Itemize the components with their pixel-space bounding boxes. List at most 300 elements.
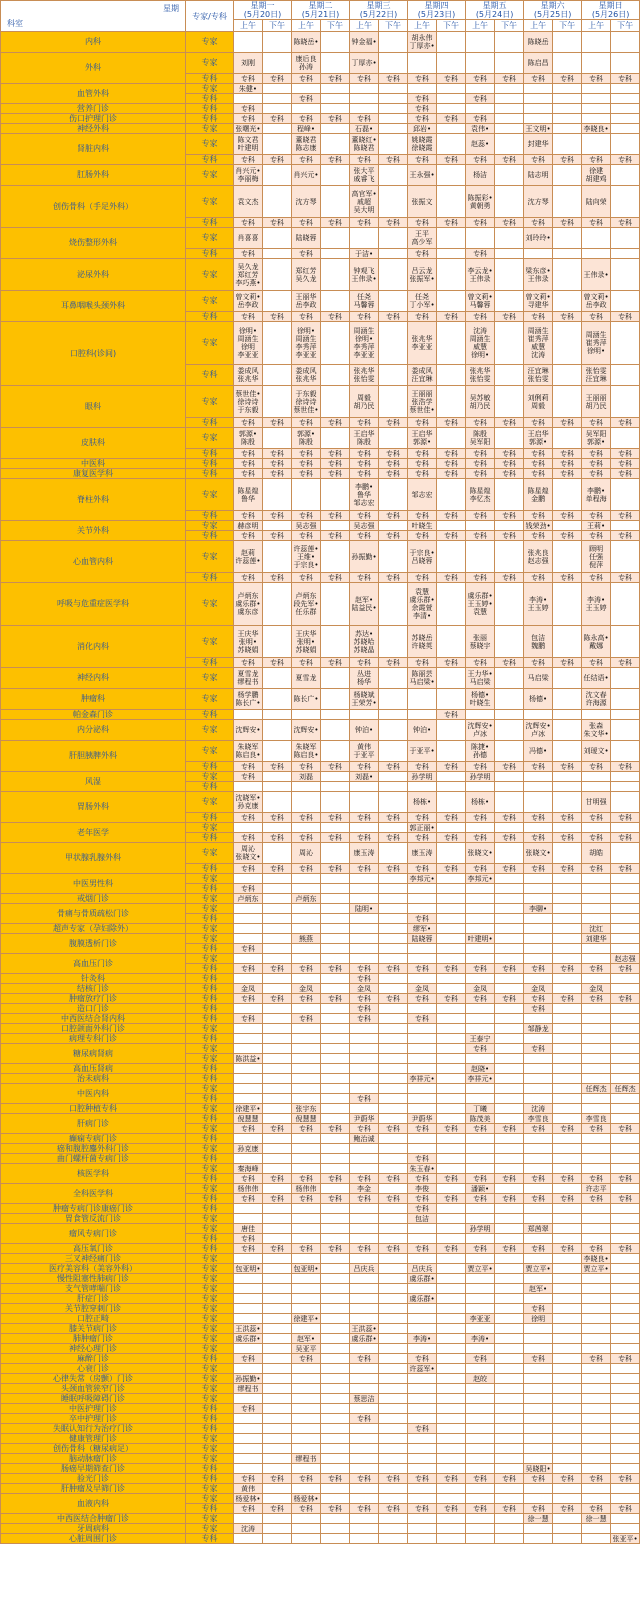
schedule-cell — [495, 1344, 524, 1354]
department-name: 神经内科 — [1, 668, 186, 689]
schedule-cell — [553, 1514, 582, 1524]
schedule-cell: 专科 — [611, 469, 640, 479]
schedule-cell — [553, 1284, 582, 1294]
schedule-cell — [263, 1364, 292, 1374]
clinic-level: 专家 — [186, 1084, 234, 1094]
schedule-cell — [466, 84, 495, 94]
day-header — [234, 1, 292, 20]
schedule-cell: 专科 — [524, 511, 553, 521]
schedule-cell: 专科 — [611, 511, 640, 521]
schedule-cell — [582, 1404, 611, 1414]
schedule-cell — [582, 1484, 611, 1494]
schedule-cell — [524, 84, 553, 94]
schedule-cell — [437, 1154, 466, 1164]
schedule-cell: 王文明• — [525, 124, 551, 133]
schedule-cell: 专科 — [234, 994, 263, 1004]
schedule-cell — [379, 124, 408, 134]
schedule-cell — [582, 53, 611, 74]
schedule-cell — [379, 1494, 408, 1504]
schedule-cell — [292, 1484, 321, 1494]
schedule-cell — [408, 1404, 437, 1414]
schedule-cell — [379, 1314, 408, 1324]
schedule-cell: 专科 — [263, 1174, 292, 1184]
department-row — [1, 720, 640, 741]
schedule-cell — [408, 1464, 437, 1474]
schedule-cell: 专科 — [437, 1504, 466, 1514]
clinic-level: 专科 — [186, 104, 234, 114]
department-row — [1, 1494, 640, 1504]
schedule-cell — [466, 954, 495, 964]
clinic-level: 专家 — [186, 32, 234, 53]
schedule-cell: 专科 — [234, 114, 263, 124]
schedule-cell — [263, 1154, 292, 1164]
schedule-cell — [611, 974, 640, 984]
schedule-cell — [553, 1054, 582, 1064]
department-row — [1, 1404, 640, 1414]
department-row — [1, 386, 640, 418]
schedule-cell — [437, 1204, 466, 1214]
schedule-cell — [611, 94, 640, 104]
schedule-cell: 专科 — [524, 531, 553, 541]
department-name: 中医男性科 — [1, 874, 186, 894]
schedule-cell — [263, 823, 292, 833]
schedule-cell — [292, 1414, 321, 1424]
schedule-cell — [321, 944, 350, 954]
schedule-cell — [263, 984, 292, 994]
schedule-cell: 专科 — [379, 833, 408, 843]
schedule-cell: 张晓文• — [466, 843, 495, 864]
clinic-level: 专家 — [186, 1184, 234, 1194]
schedule-cell — [379, 741, 408, 762]
schedule-cell: 专科 — [582, 312, 611, 322]
clinic-level: 专家 — [186, 1254, 234, 1264]
department-row — [1, 1034, 640, 1044]
schedule-cell: 专科 — [379, 658, 408, 668]
schedule-cell — [495, 974, 524, 984]
schedule-cell — [379, 1524, 408, 1534]
schedule-cell — [379, 1444, 408, 1454]
clinic-level: 专科 — [186, 658, 234, 668]
schedule-cell: 专科 — [408, 531, 437, 541]
schedule-cell: 专科 — [321, 964, 350, 974]
schedule-cell: 专科 — [263, 1474, 292, 1484]
department-name: 癫痫专病门诊 — [1, 1134, 186, 1144]
schedule-cell: 杨洁 — [466, 165, 495, 186]
schedule-cell — [379, 186, 408, 218]
schedule-cell — [437, 541, 466, 573]
schedule-cell: 赵莉 许蕊莲• — [234, 541, 263, 573]
schedule-cell — [611, 1164, 640, 1174]
schedule-cell: 李鹏• 鲁华 邹志宏 — [350, 479, 379, 511]
schedule-cell — [234, 1064, 263, 1074]
header-row-days — [1, 1, 640, 20]
schedule-cell: 专科 — [495, 418, 524, 428]
schedule-cell — [263, 1274, 292, 1284]
schedule-cell — [495, 944, 524, 954]
schedule-cell — [466, 1084, 495, 1094]
schedule-cell — [263, 291, 292, 312]
schedule-cell — [553, 479, 582, 511]
schedule-cell — [408, 1024, 437, 1034]
schedule-cell: 专科 — [263, 114, 292, 124]
schedule-cell — [379, 1054, 408, 1064]
schedule-cell: 专科 — [379, 449, 408, 459]
schedule-cell: 赵军• 陆益民• — [350, 583, 379, 626]
schedule-cell — [437, 1104, 466, 1114]
schedule-cell — [611, 984, 640, 994]
schedule-cell — [379, 1224, 408, 1234]
schedule-cell — [292, 1094, 321, 1104]
schedule-cell: 专科 — [263, 864, 292, 874]
schedule-cell: 黄伟 — [234, 1484, 263, 1494]
schedule-cell — [495, 1494, 524, 1504]
department-name: 中西医结合肾内科 — [1, 1014, 186, 1024]
schedule-cell: 专科 — [263, 74, 292, 84]
schedule-cell — [263, 1444, 292, 1454]
schedule-cell: 专科 — [379, 1504, 408, 1514]
schedule-cell: 尹蔚华 — [408, 1114, 437, 1124]
schedule-cell: 李鹏• 单程海 — [582, 479, 611, 511]
schedule-cell — [582, 1434, 611, 1444]
department-name: 骨痛与骨质疏松门诊 — [1, 904, 186, 924]
schedule-cell — [321, 1134, 350, 1144]
schedule-cell: 专科 — [408, 1204, 437, 1214]
schedule-cell — [495, 428, 524, 449]
department-name: 创伤骨科（糖尿病足） — [1, 1444, 186, 1454]
schedule-cell — [437, 1054, 466, 1064]
schedule-cell — [553, 104, 582, 114]
schedule-cell — [292, 1164, 321, 1174]
schedule-cell — [524, 1394, 553, 1404]
schedule-cell: 朱玉春• — [409, 1164, 435, 1173]
schedule-cell: 徐建 胡建鸡 — [582, 165, 611, 186]
schedule-cell — [582, 94, 611, 104]
schedule-cell — [582, 1414, 611, 1424]
schedule-cell: 专科 — [263, 155, 292, 165]
schedule-cell — [466, 1204, 495, 1214]
schedule-cell: 许蕊莲• 王维• 于宗良• — [292, 541, 321, 573]
schedule-cell: 专科 — [553, 573, 582, 583]
schedule-cell: 专科 — [495, 1124, 524, 1134]
schedule-cell — [611, 914, 640, 924]
schedule-cell: 专科 — [408, 1474, 437, 1484]
schedule-cell: 专科 — [234, 884, 263, 894]
schedule-cell: 专科 — [524, 459, 553, 469]
schedule-cell — [495, 322, 524, 365]
schedule-cell — [263, 249, 292, 259]
schedule-cell — [263, 954, 292, 964]
schedule-cell — [292, 904, 321, 914]
schedule-cell: 金凤 — [292, 984, 321, 994]
schedule-cell — [379, 823, 408, 833]
schedule-cell: 周沁 张晓文• — [234, 843, 263, 864]
schedule-cell: 专科 — [408, 964, 437, 974]
schedule-cell: 赫彦明 — [234, 521, 263, 531]
schedule-cell: 夏雪龙 缪程书 — [234, 668, 263, 689]
schedule-cell: 专科 — [321, 762, 350, 772]
schedule-cell — [611, 894, 640, 904]
afternoon-header: 下午 — [495, 20, 524, 32]
schedule-cell: 陈捷• 孙德 — [466, 741, 495, 762]
schedule-cell — [321, 1064, 350, 1074]
department-row — [1, 1314, 640, 1324]
schedule-cell — [553, 1154, 582, 1164]
schedule-cell: 专科 — [495, 312, 524, 322]
schedule-cell — [495, 689, 524, 710]
schedule-cell — [292, 84, 321, 94]
schedule-cell — [611, 1134, 640, 1144]
department-row — [1, 1134, 640, 1144]
department-row — [1, 1344, 640, 1354]
schedule-cell — [582, 84, 611, 94]
schedule-cell: 周涵生 徐明• 李秀萍 李亚亚 — [350, 322, 379, 365]
schedule-cell — [263, 874, 292, 884]
schedule-cell: 康玉涛 — [408, 843, 437, 864]
schedule-cell: 包亚明• — [235, 1264, 261, 1273]
schedule-cell — [437, 322, 466, 365]
department-row — [1, 114, 640, 124]
schedule-cell: 倪慧慧 — [234, 1114, 263, 1124]
schedule-cell — [466, 1424, 495, 1434]
schedule-cell — [466, 1524, 495, 1534]
schedule-cell: 专科 — [553, 964, 582, 974]
schedule-cell — [234, 1294, 263, 1304]
schedule-cell — [408, 1054, 437, 1064]
schedule-cell — [321, 934, 350, 944]
clinic-level: 专家 — [186, 53, 234, 74]
schedule-cell: 徐建平• — [293, 1314, 319, 1323]
schedule-cell — [234, 1434, 263, 1444]
schedule-cell: 梁东彦• 王伟录 — [524, 259, 553, 291]
department-name: 口腔科(诊间) — [1, 322, 186, 386]
schedule-cell: 王泰宁 — [466, 1034, 495, 1044]
schedule-cell: 专科 — [350, 511, 379, 521]
schedule-cell — [321, 1044, 350, 1054]
schedule-cell: 康玉涛 — [350, 843, 379, 864]
schedule-cell — [379, 914, 408, 924]
department-name: 泌尿外科 — [1, 259, 186, 291]
schedule-cell — [292, 1074, 321, 1084]
schedule-cell: 专科 — [350, 813, 379, 823]
schedule-cell: 专科 — [379, 459, 408, 469]
schedule-cell — [466, 1164, 495, 1174]
clinic-level: 专科 — [186, 94, 234, 104]
schedule-cell — [611, 541, 640, 573]
schedule-cell — [524, 1364, 553, 1374]
schedule-cell — [582, 104, 611, 114]
department-name: 内分泌科 — [1, 720, 186, 741]
schedule-cell — [408, 1084, 437, 1094]
schedule-cell: 陈星煌 金鹏 — [524, 479, 553, 511]
schedule-cell: 专科 — [553, 1244, 582, 1254]
schedule-cell — [495, 741, 524, 762]
schedule-cell — [263, 1374, 292, 1384]
schedule-cell: 专科 — [437, 312, 466, 322]
schedule-cell: 张兆华 李亚亚 — [408, 322, 437, 365]
schedule-cell — [611, 1094, 640, 1104]
day-name: 星期二 — [308, 1, 333, 10]
schedule-cell — [379, 428, 408, 449]
schedule-cell — [611, 228, 640, 249]
schedule-cell — [553, 1224, 582, 1234]
clinic-level: 专家 — [186, 1314, 234, 1324]
schedule-cell — [437, 1314, 466, 1324]
schedule-cell — [350, 1214, 379, 1224]
schedule-cell — [379, 53, 408, 74]
schedule-cell — [350, 1074, 379, 1084]
schedule-cell: 专科 — [524, 813, 553, 823]
department-row — [1, 1114, 640, 1124]
schedule-cell — [611, 428, 640, 449]
schedule-cell — [263, 1344, 292, 1354]
schedule-cell — [379, 772, 408, 782]
schedule-cell — [350, 884, 379, 894]
schedule-cell — [495, 1384, 524, 1394]
schedule-cell — [379, 1324, 408, 1334]
schedule-cell — [495, 124, 524, 134]
schedule-cell — [263, 1004, 292, 1014]
schedule-cell — [437, 1364, 466, 1374]
schedule-cell — [379, 1424, 408, 1434]
schedule-cell: 专科 — [524, 218, 553, 228]
schedule-cell: 专科 — [437, 511, 466, 521]
schedule-cell: 专科 — [553, 1474, 582, 1484]
department-name: 眼科 — [1, 386, 186, 428]
schedule-cell — [611, 792, 640, 813]
schedule-cell: 专科 — [437, 449, 466, 459]
schedule-cell — [263, 1264, 292, 1274]
department-name: 中医内科 — [1, 1084, 186, 1104]
department-name: 三叉神经痛门诊 — [1, 1254, 186, 1264]
schedule-cell — [379, 1014, 408, 1024]
schedule-cell: 李亚亚 — [466, 1314, 495, 1324]
schedule-cell — [292, 479, 321, 511]
schedule-cell — [611, 1254, 640, 1264]
schedule-cell — [466, 1154, 495, 1164]
schedule-cell — [524, 1214, 553, 1224]
schedule-cell — [408, 1484, 437, 1494]
schedule-cell: 专科 — [553, 74, 582, 84]
schedule-cell: 专科 — [292, 418, 321, 428]
schedule-cell — [292, 1214, 321, 1224]
schedule-cell — [495, 1404, 524, 1414]
schedule-cell — [437, 1324, 466, 1334]
schedule-cell: 陆明• — [350, 904, 379, 914]
schedule-cell: 专科 — [582, 762, 611, 772]
schedule-cell — [234, 1344, 263, 1354]
department-row — [1, 104, 640, 114]
schedule-cell — [495, 1014, 524, 1024]
schedule-cell — [350, 1224, 379, 1234]
schedule-cell: 专科 — [321, 531, 350, 541]
schedule-cell — [437, 1384, 466, 1394]
schedule-cell: 专科 — [350, 964, 379, 974]
schedule-cell — [611, 924, 640, 934]
schedule-cell — [495, 1454, 524, 1464]
schedule-cell — [582, 874, 611, 884]
schedule-cell: 专科 — [234, 573, 263, 583]
schedule-cell — [263, 1494, 292, 1504]
schedule-cell: 许志平 — [582, 1184, 611, 1194]
schedule-cell — [495, 984, 524, 994]
schedule-cell — [234, 974, 263, 984]
schedule-cell: 专科 — [234, 813, 263, 823]
schedule-cell — [524, 1074, 553, 1084]
department-name: 关节外科 — [1, 521, 186, 541]
schedule-cell — [379, 104, 408, 114]
schedule-cell: 专科 — [408, 74, 437, 84]
schedule-cell — [524, 1014, 553, 1024]
schedule-cell: 专科 — [582, 1474, 611, 1484]
schedule-cell: 贾立平• — [583, 1264, 609, 1273]
department-row — [1, 521, 640, 531]
clinic-level: 专家 — [186, 124, 234, 134]
department-row — [1, 1104, 640, 1114]
schedule-cell: 专科 — [495, 833, 524, 843]
schedule-cell — [292, 1514, 321, 1524]
schedule-cell — [437, 1064, 466, 1074]
clinic-level: 专科 — [186, 710, 234, 720]
schedule-cell: 沈涛 — [524, 1104, 553, 1114]
schedule-cell — [553, 914, 582, 924]
schedule-cell — [321, 94, 350, 104]
schedule-cell — [582, 772, 611, 782]
schedule-cell: 张森 朱文华• — [582, 720, 611, 741]
schedule-cell: 娄成风 张兆华 — [292, 365, 321, 386]
schedule-cell — [379, 924, 408, 934]
schedule-cell — [234, 1094, 263, 1104]
schedule-cell — [321, 1024, 350, 1034]
schedule-cell — [321, 1274, 350, 1284]
schedule-cell — [263, 1134, 292, 1144]
schedule-cell: 专科 — [466, 864, 495, 874]
schedule-cell — [292, 1004, 321, 1014]
schedule-cell — [495, 84, 524, 94]
department-name: 头颈血管狭窄门诊 — [1, 1384, 186, 1394]
schedule-cell — [350, 1154, 379, 1164]
schedule-cell: 专科 — [553, 511, 582, 521]
schedule-cell: 钱荣劲• — [525, 521, 551, 530]
schedule-cell — [437, 259, 466, 291]
schedule-cell — [350, 1374, 379, 1384]
schedule-cell: 专科 — [263, 449, 292, 459]
schedule-cell — [263, 1524, 292, 1534]
schedule-cell — [611, 1524, 640, 1534]
schedule-cell — [408, 1284, 437, 1294]
schedule-cell — [408, 84, 437, 94]
schedule-cell: 陈丽芸 马启梁• — [408, 668, 437, 689]
day-header — [292, 1, 350, 20]
schedule-cell — [379, 1164, 408, 1174]
schedule-cell — [495, 541, 524, 573]
schedule-cell — [611, 1364, 640, 1374]
schedule-cell — [495, 32, 524, 53]
schedule-cell — [408, 1514, 437, 1524]
schedule-cell — [437, 1284, 466, 1294]
schedule-cell: 专科 — [524, 155, 553, 165]
schedule-cell — [553, 1184, 582, 1194]
clinic-level: 专科 — [186, 1534, 234, 1544]
schedule-cell — [495, 1374, 524, 1384]
schedule-cell: 专科 — [292, 1504, 321, 1514]
schedule-cell — [582, 32, 611, 53]
schedule-cell — [582, 1304, 611, 1314]
schedule-cell: 专科 — [350, 1124, 379, 1134]
schedule-cell: 专科 — [263, 658, 292, 668]
schedule-cell: 专科 — [234, 1174, 263, 1184]
schedule-cell — [553, 1334, 582, 1344]
schedule-cell — [611, 944, 640, 954]
